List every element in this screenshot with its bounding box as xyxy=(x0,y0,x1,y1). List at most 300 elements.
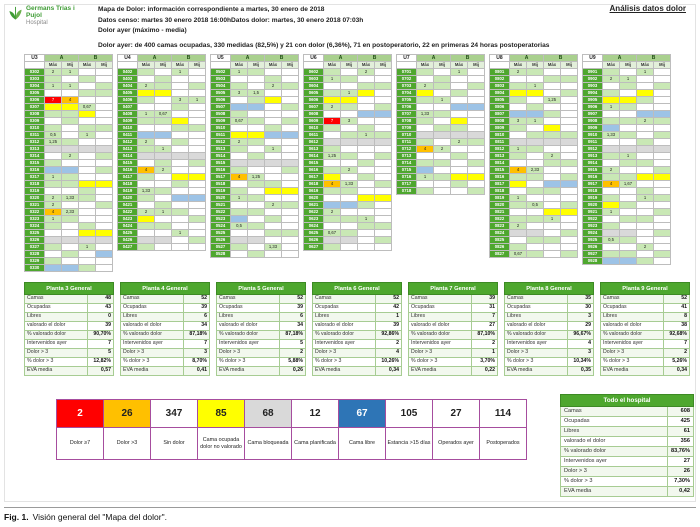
floor-stat-row xyxy=(601,322,690,331)
stat-value: 7,30% xyxy=(668,477,694,487)
stat-value: 425 xyxy=(668,417,694,427)
room-number: 0302 xyxy=(25,69,45,76)
pain-cell xyxy=(138,132,155,139)
room-row xyxy=(490,237,578,244)
pain-cell xyxy=(231,167,248,174)
pain-cell xyxy=(45,181,62,188)
room-number: 0711 xyxy=(397,139,417,146)
pain-cell xyxy=(375,76,392,83)
pain-cell xyxy=(358,188,375,195)
pain-cell xyxy=(172,125,189,132)
stat-label: % valorado dolor xyxy=(25,331,88,340)
unit-label: U7 xyxy=(397,55,417,62)
pain-cell xyxy=(434,118,451,125)
room-number: 0614 xyxy=(304,153,324,160)
pain-cell xyxy=(451,83,468,90)
room-row xyxy=(211,132,299,139)
pain-cell xyxy=(62,223,79,230)
pain-cell xyxy=(155,104,172,111)
room-number: 0927 xyxy=(583,251,603,258)
pain-cell xyxy=(96,139,113,146)
floor-stat-row xyxy=(601,304,690,313)
pain-cell xyxy=(375,139,392,146)
floor-stat-row xyxy=(313,358,402,367)
pain-cell xyxy=(527,251,544,258)
pain-cell xyxy=(248,76,265,83)
pain-cell: 1 xyxy=(172,230,189,237)
room-number: 0916 xyxy=(583,174,603,181)
pain-cell xyxy=(265,76,282,83)
stat-value: 6 xyxy=(280,313,306,322)
pain-cell xyxy=(434,132,451,139)
pain-cell xyxy=(96,202,113,209)
pain-cell: 1 xyxy=(79,244,96,251)
pain-cell xyxy=(510,202,527,209)
room-row xyxy=(397,104,485,111)
room-number: 0413 xyxy=(118,146,138,153)
stat-label: valorado el dolor xyxy=(121,322,184,331)
room-row xyxy=(490,69,578,76)
pain-cell xyxy=(620,230,637,237)
pain-cell xyxy=(45,223,62,230)
pain-cell xyxy=(282,188,299,195)
subheader-spacer xyxy=(490,62,510,69)
room-row xyxy=(304,195,392,202)
room-row xyxy=(25,111,113,118)
floor-stat-row xyxy=(313,367,402,376)
pain-cell xyxy=(172,83,189,90)
pain-cell xyxy=(620,160,637,167)
floor-table-planta-9-general xyxy=(600,282,690,376)
pain-cell xyxy=(434,139,451,146)
room-number: 0411 xyxy=(118,132,138,139)
room-row xyxy=(25,258,113,265)
header-line-dates: Datos censo: martes 30 enero 2018 16:00hDatos dolor: martes, 30 enero 2018 07:03h xyxy=(98,16,364,24)
pain-cell: 2 xyxy=(231,139,248,146)
stat-value: 83,76% xyxy=(668,447,694,457)
room-row xyxy=(490,223,578,230)
room-number: 0330 xyxy=(25,265,45,272)
pain-cell xyxy=(561,237,578,244)
pain-cell xyxy=(417,160,434,167)
room-number: 0905 xyxy=(583,97,603,104)
room-number: 0906 xyxy=(583,104,603,111)
pain-cell xyxy=(341,202,358,209)
room-number: 0901 xyxy=(583,69,603,76)
room-number: 0605 xyxy=(304,90,324,97)
subcolumn-header: Máx xyxy=(544,62,561,69)
pain-cell xyxy=(282,195,299,202)
floor-table-planta-3-general xyxy=(24,282,114,376)
pain-cell xyxy=(96,244,113,251)
pain-cell xyxy=(603,90,620,97)
pain-cell xyxy=(172,223,189,230)
pain-cell xyxy=(561,160,578,167)
room-number: 0817 xyxy=(490,181,510,188)
pain-cell xyxy=(510,237,527,244)
room-row xyxy=(211,125,299,132)
legend-label: Cama bloqueada xyxy=(245,428,292,460)
room-number: 0820 xyxy=(490,202,510,209)
pain-cell xyxy=(79,209,96,216)
pain-cell: 2 xyxy=(138,139,155,146)
pain-cell xyxy=(324,223,341,230)
room-row xyxy=(25,146,113,153)
room-row xyxy=(118,174,206,181)
room-number: 0610 xyxy=(304,125,324,132)
pain-cell xyxy=(62,174,79,181)
floor-stat-row xyxy=(313,304,402,313)
room-number: 0427 xyxy=(118,244,138,251)
unit-table-u9 xyxy=(582,54,671,265)
stat-value: 356 xyxy=(668,437,694,447)
pain-cell xyxy=(544,132,561,139)
stat-value: 2 xyxy=(664,349,690,358)
pain-cell: 1 xyxy=(417,174,434,181)
floor-stat-row xyxy=(217,313,306,322)
stat-value: 8,70% xyxy=(184,358,210,367)
pain-cell xyxy=(155,132,172,139)
stat-label: Camas xyxy=(121,295,184,304)
pain-cell xyxy=(358,181,375,188)
subheader-spacer xyxy=(118,62,138,69)
pain-cell xyxy=(358,195,375,202)
unit-label: U6 xyxy=(304,55,324,62)
pain-cell xyxy=(189,76,206,83)
room-row xyxy=(25,104,113,111)
pain-cell xyxy=(527,188,544,195)
floor-stat-row xyxy=(217,340,306,349)
room-number: 0918 xyxy=(583,188,603,195)
stat-value: 87,18% xyxy=(184,331,210,340)
pain-cell xyxy=(468,139,485,146)
room-row xyxy=(583,244,671,251)
subcolumn-header: Mij xyxy=(96,62,113,69)
unit-table-u3 xyxy=(24,54,113,272)
floor-stat-row xyxy=(25,313,114,322)
pain-cell xyxy=(620,237,637,244)
room-number: 0304 xyxy=(25,83,45,90)
room-row xyxy=(304,111,392,118)
pain-cell xyxy=(637,146,654,153)
room-number: 0801 xyxy=(490,69,510,76)
column-group-a: A xyxy=(417,55,451,62)
stat-label: % dolor > 3 xyxy=(601,358,664,367)
room-row xyxy=(490,251,578,258)
pain-cell xyxy=(620,209,637,216)
pain-cell xyxy=(62,258,79,265)
floor-stat-row xyxy=(217,367,306,376)
pain-cell: 1 xyxy=(79,132,96,139)
room-row xyxy=(118,111,206,118)
room-row xyxy=(304,118,392,125)
room-row xyxy=(211,97,299,104)
floor-summary-tables xyxy=(24,282,690,376)
stat-label: % valorado dolor xyxy=(561,447,668,457)
pain-cell: 1 xyxy=(62,83,79,90)
pain-cell: 1,25 xyxy=(324,153,341,160)
room-row xyxy=(397,76,485,83)
header-text xyxy=(98,5,363,37)
pain-cell: 1 xyxy=(544,216,561,223)
pain-cell xyxy=(510,160,527,167)
pain-cell xyxy=(451,125,468,132)
pain-cell xyxy=(637,258,654,265)
pain-cell xyxy=(561,104,578,111)
stat-label: Intervenidos ayer xyxy=(601,340,664,349)
stat-value: 31 xyxy=(472,304,498,313)
column-group-a: A xyxy=(510,55,544,62)
pain-cell xyxy=(510,244,527,251)
pain-cell xyxy=(375,244,392,251)
pain-cell xyxy=(341,195,358,202)
room-row xyxy=(397,97,485,104)
floor-table-title: Planta 6 General xyxy=(313,283,402,295)
pain-cell: 4 xyxy=(510,167,527,174)
pain-cell xyxy=(282,181,299,188)
stat-value: 0 xyxy=(88,313,114,322)
pain-cell xyxy=(265,118,282,125)
room-number: 0417 xyxy=(118,174,138,181)
pain-cell xyxy=(468,104,485,111)
pain-cell: 3 xyxy=(510,118,527,125)
pain-cell xyxy=(375,216,392,223)
pain-cell xyxy=(96,132,113,139)
stat-label: Camas xyxy=(561,407,668,417)
pain-cell: 2 xyxy=(265,83,282,90)
stat-label: % dolor > 3 xyxy=(561,477,668,487)
pain-cell xyxy=(189,69,206,76)
pain-cell xyxy=(468,90,485,97)
room-row xyxy=(490,216,578,223)
room-row xyxy=(397,160,485,167)
room-number: 0802 xyxy=(490,76,510,83)
pain-cell xyxy=(527,104,544,111)
stat-label: Ocupadas xyxy=(121,304,184,313)
stat-label: valorado el dolor xyxy=(409,322,472,331)
stat-label: EVA media xyxy=(25,367,88,376)
pain-cell xyxy=(265,223,282,230)
room-number: 0523 xyxy=(211,216,231,223)
room-number: 0513 xyxy=(211,146,231,153)
stat-label: Ocupadas xyxy=(409,304,472,313)
stat-label: Intervenidos ayer xyxy=(217,340,280,349)
pain-cell xyxy=(248,195,265,202)
floor-table-planta-6-general xyxy=(312,282,402,376)
pain-cell xyxy=(172,167,189,174)
floor-stat-row xyxy=(121,340,210,349)
pain-cell xyxy=(189,202,206,209)
room-row xyxy=(211,188,299,195)
room-row xyxy=(397,139,485,146)
legend-label: Postoperados xyxy=(480,428,527,460)
pain-cell xyxy=(510,209,527,216)
floor-stat-row xyxy=(409,367,498,376)
pain-cell xyxy=(248,153,265,160)
room-number: 0913 xyxy=(583,153,603,160)
pain-cell xyxy=(62,146,79,153)
pain-cell xyxy=(417,188,434,195)
pain-cell xyxy=(265,132,282,139)
stat-value: 0,41 xyxy=(184,367,210,376)
stat-value: 52 xyxy=(376,295,402,304)
room-number: 0814 xyxy=(490,160,510,167)
room-number: 0517 xyxy=(211,174,231,181)
room-row xyxy=(397,188,485,195)
pain-cell: 2 xyxy=(45,202,62,209)
room-number: 0928 xyxy=(583,258,603,265)
room-row xyxy=(490,76,578,83)
pain-cell xyxy=(561,76,578,83)
pain-cell xyxy=(434,188,451,195)
pain-cell xyxy=(561,244,578,251)
room-row xyxy=(583,202,671,209)
pain-cell xyxy=(620,195,637,202)
pain-cell xyxy=(138,237,155,244)
pain-cell xyxy=(138,153,155,160)
pain-cell xyxy=(375,237,392,244)
pain-cell xyxy=(45,90,62,97)
room-number: 0708 xyxy=(397,118,417,125)
room-row xyxy=(118,132,206,139)
stat-value: 0,42 xyxy=(668,487,694,497)
pain-cell xyxy=(341,146,358,153)
room-number: 0903 xyxy=(583,83,603,90)
stat-label: Intervenidos ayer xyxy=(505,340,568,349)
pain-cell xyxy=(79,181,96,188)
pain-cell xyxy=(527,97,544,104)
pain-cell xyxy=(324,202,341,209)
pain-cell xyxy=(248,251,265,258)
floor-stat-row xyxy=(217,358,306,367)
stat-label: Ocupadas xyxy=(561,417,668,427)
pain-cell xyxy=(79,90,96,97)
pain-cell xyxy=(324,90,341,97)
pain-cell xyxy=(45,104,62,111)
floor-table-title: Planta 8 General xyxy=(505,283,594,295)
room-row xyxy=(490,188,578,195)
room-row xyxy=(583,167,671,174)
pain-cell xyxy=(510,111,527,118)
pain-cell xyxy=(375,97,392,104)
pain-cell xyxy=(544,174,561,181)
pain-cell xyxy=(172,132,189,139)
pain-cell xyxy=(231,181,248,188)
room-number: 0615 xyxy=(304,160,324,167)
floor-stat-row xyxy=(313,340,402,349)
pain-cell xyxy=(510,76,527,83)
room-row xyxy=(583,160,671,167)
room-row xyxy=(583,69,671,76)
pain-cell xyxy=(231,230,248,237)
pain-cell xyxy=(603,202,620,209)
stat-value: 34 xyxy=(280,322,306,331)
unit-label: U3 xyxy=(25,55,45,62)
subheader-spacer xyxy=(583,62,603,69)
stat-value: 3 xyxy=(568,313,594,322)
column-group-b: B xyxy=(544,55,578,62)
pain-cell xyxy=(561,69,578,76)
pain-cell xyxy=(620,167,637,174)
subcolumn-header: Máx xyxy=(45,62,62,69)
floor-stat-row xyxy=(313,322,402,331)
pain-cell xyxy=(248,139,265,146)
room-row xyxy=(118,146,206,153)
floor-stat-row xyxy=(409,349,498,358)
room-number: 0922 xyxy=(583,216,603,223)
pain-cell xyxy=(282,216,299,223)
room-number: 0904 xyxy=(583,90,603,97)
floor-stat-row xyxy=(409,304,498,313)
room-row xyxy=(304,202,392,209)
room-row xyxy=(304,167,392,174)
room-row xyxy=(25,230,113,237)
stat-value: 39 xyxy=(280,304,306,313)
room-row xyxy=(25,195,113,202)
pain-cell xyxy=(96,195,113,202)
pain-cell xyxy=(637,76,654,83)
pain-cell xyxy=(434,76,451,83)
room-row xyxy=(304,69,392,76)
pain-cell xyxy=(527,174,544,181)
pain-cell xyxy=(96,265,113,272)
room-row xyxy=(211,237,299,244)
pain-cell xyxy=(561,146,578,153)
pain-cell xyxy=(138,76,155,83)
pain-cell xyxy=(189,132,206,139)
pain-cell xyxy=(620,139,637,146)
room-number: 0908 xyxy=(583,118,603,125)
floor-stat-row xyxy=(409,340,498,349)
pain-cell xyxy=(637,83,654,90)
pain-cell: 2 xyxy=(637,244,654,251)
pain-cell xyxy=(434,153,451,160)
pain-cell xyxy=(527,111,544,118)
pain-cell xyxy=(265,174,282,181)
stat-label: % dolor > 3 xyxy=(217,358,280,367)
hospital-stat-row xyxy=(561,487,694,497)
pain-cell xyxy=(341,83,358,90)
stat-value: 34 xyxy=(184,322,210,331)
pain-cell xyxy=(282,76,299,83)
pain-cell xyxy=(282,202,299,209)
pain-cell: 0,67 xyxy=(324,230,341,237)
pain-cell: 1 xyxy=(155,209,172,216)
pain-cell xyxy=(79,237,96,244)
stat-label: Intervenidos ayer xyxy=(121,340,184,349)
pain-cell: 1 xyxy=(620,153,637,160)
pain-cell xyxy=(231,188,248,195)
stat-label: Camas xyxy=(313,295,376,304)
pain-cell xyxy=(603,230,620,237)
floor-stat-row xyxy=(505,340,594,349)
pain-cell xyxy=(468,97,485,104)
subcolumn-header: Máx xyxy=(172,62,189,69)
pain-cell xyxy=(265,125,282,132)
floor-stat-row xyxy=(601,340,690,349)
subcolumn-header: Mij xyxy=(341,62,358,69)
unit-label: U8 xyxy=(490,55,510,62)
stat-label: Libres xyxy=(121,313,184,322)
room-row xyxy=(25,251,113,258)
floor-stat-row xyxy=(601,331,690,340)
column-group-b: B xyxy=(358,55,392,62)
pain-cell xyxy=(324,174,341,181)
floor-stat-row xyxy=(121,295,210,304)
pain-cell xyxy=(45,111,62,118)
stat-label: EVA media xyxy=(313,367,376,376)
pain-cell xyxy=(172,139,189,146)
